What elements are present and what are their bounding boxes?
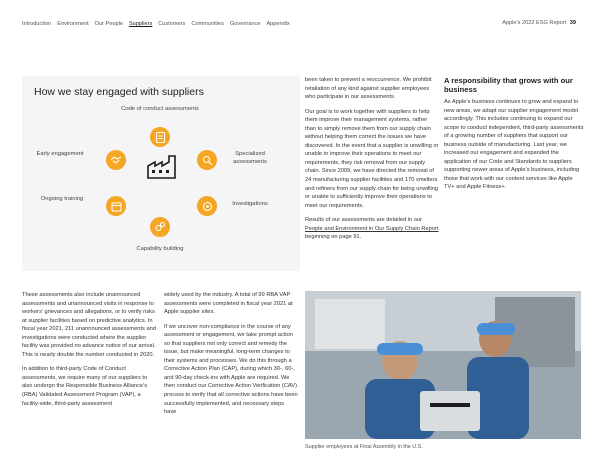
label-capability-building: Capability building	[136, 246, 184, 252]
right-heading: A responsibility that grows with our business	[444, 76, 573, 95]
calendar-icon	[106, 196, 126, 216]
nav-introduction[interactable]: Introduction	[22, 21, 52, 27]
bottom-middle-paragraph-2: If we uncover non-compliance in the course of any assessment or engagement, we take prompt action so that suppliers not only correct and remedy the issue, but make meaningful, long-term changes to their systems and processes. We do this through a Corrective Action Plan (CAP), during which 30-, 60-, and 90-day check-ins with Apple are required. We then conduct our Corrective Action Verification (CAV) process to verify that all corrective actions have been successfully implemented, and necessary steps have	[164, 323, 298, 416]
photo-caption: Supplier employees at Final Assembly in the U.S.	[305, 444, 423, 450]
nav-suppliers[interactable]: Suppliers	[128, 21, 153, 27]
report-header	[502, 20, 576, 26]
magnifier-icon	[197, 150, 217, 170]
bottom-left-column	[22, 291, 156, 414]
middle-paragraph-2: Our goal is to work together with suppliers to help them improve their management systems, rather than to simply remove them from our supply chain without helping them correct the issues we have discovered. In the event that a supplier is unwilling or unable to improve their operations to meet our requirements, they risk removal from our supply chain. Since 2009, we have directed the removal of 24 manufacturing supplier facilities and 170 smelters and refiners from our supply chain for being unwilling or unable to sufficiently improve their operations to meet our requirements.	[305, 108, 439, 209]
page-number: 39	[569, 20, 576, 26]
label-code-of-conduct: Code of conduct assessments	[121, 106, 199, 112]
label-early-engagement: Early engagement	[36, 151, 84, 157]
label-investigations: Investigations	[232, 201, 268, 207]
section-nav	[22, 21, 290, 27]
right-paragraph: As Apple’s business continues to grow and expand to new areas, we adapt our supplier engagement model accordingly. This includes continuing to expand our scope to conduct independent, third-party assessments of a growing number of suppliers that support our business outside of manufacturing. Last year, we increased our engagement and expanded the application of our Code and Standards to suppliers supporting newer areas of Apple’s business, including those that work with our content services like Apple TV+ and Apple Fitness+.	[444, 99, 584, 191]
middle-paragraph-3: Results of our assessments are detailed in our People and Environment in Our Supply Chain Report beginning on page 91.	[305, 217, 439, 241]
nav-communities[interactable]: Communities	[191, 21, 224, 27]
factory-icon	[142, 146, 182, 186]
supplier-employees-photo	[305, 291, 581, 439]
bottom-middle-paragraph-1: widely used by the industry. A total of 99 RBA VAP assessments were completed in fiscal year 2021 at Apple supplier sites.	[164, 292, 293, 316]
engagement-diagram	[22, 76, 300, 271]
label-ongoing-training: Ongoing training	[40, 196, 84, 202]
nav-governance[interactable]: Governance	[229, 21, 261, 27]
nav-environment[interactable]: Environment	[57, 21, 89, 27]
bottom-left-paragraph-2: In addition to third-party Code of Conduct assessments, we require many of our suppliers to also undergo the Responsible Business Alliance’s (RBA) Validated Assessment Program (VAP), a facility-wide, third-party assessment	[22, 366, 148, 407]
middle-paragraph-1: been taken to prevent a reoccurrence. We prohibit retaliation of any kind against supplier employees who participate in our assessments.	[305, 77, 432, 101]
target-icon	[197, 196, 217, 216]
nav-our-people[interactable]: Our People	[94, 21, 123, 27]
diagram-title: How we stay engaged with suppliers	[34, 86, 204, 98]
bottom-left-paragraph-1: These assessments also include unannounced assessments and unannounced visits in response to workers’ grievances and allegations, or to verify risks at supplier facilities based on predictive analytics. In fiscal year 2021, 211 unannounced assessments and investigations were conducted where the supplier facility was provided no advance notice of our arrival. This is nearly double the number conducted in 2020.	[22, 292, 156, 358]
middle-top-column	[305, 76, 439, 248]
right-column	[444, 98, 584, 198]
supply-chain-report-link[interactable]: People and Environment in Our Supply Chain Report	[305, 225, 439, 232]
label-specialized: Specialized assessments	[233, 151, 267, 165]
clipboard-icon	[150, 127, 170, 147]
handshake-icon	[106, 150, 126, 170]
report-title: Apple’s 2022 ESG Report	[502, 20, 567, 26]
bottom-middle-column	[164, 291, 298, 423]
gears-icon	[150, 217, 170, 237]
nav-customers[interactable]: Customers	[158, 21, 186, 27]
nav-appendix[interactable]: Appendix	[266, 21, 290, 27]
